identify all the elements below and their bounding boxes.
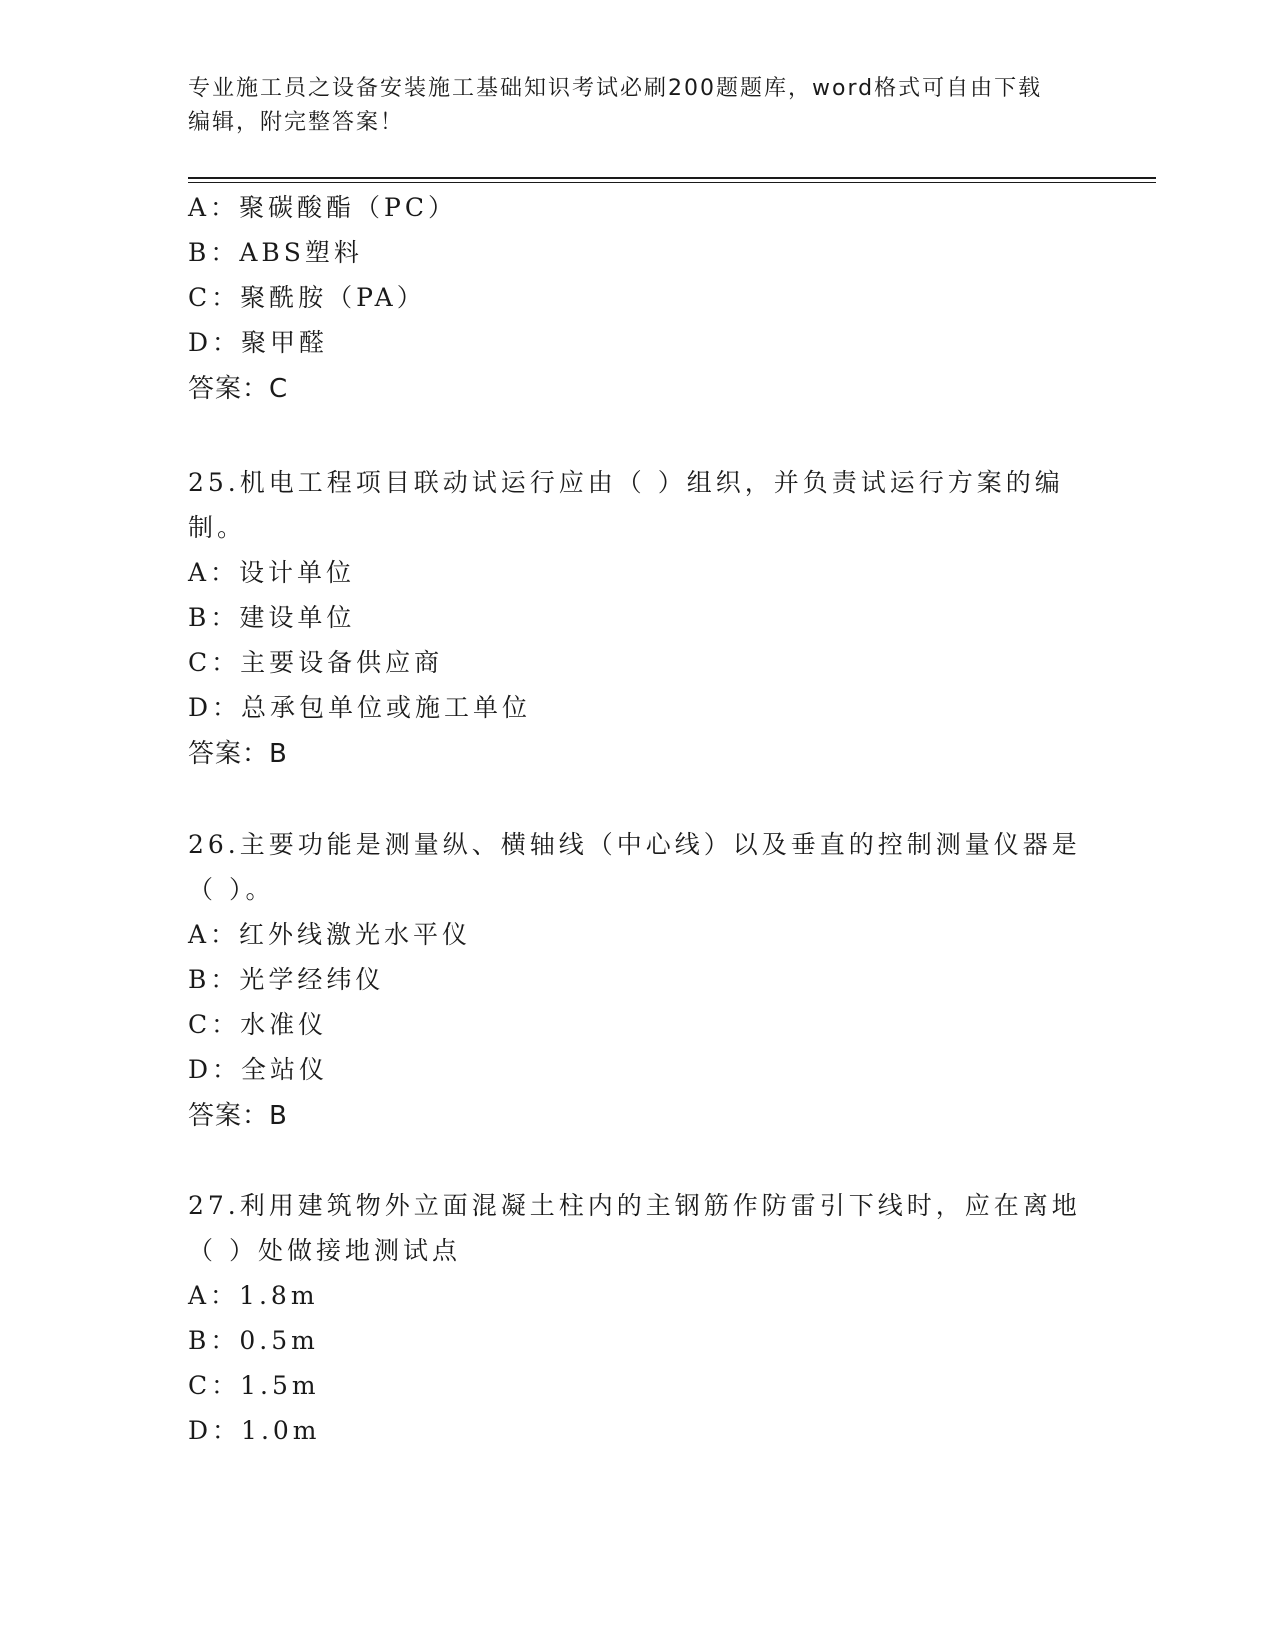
- q27-stem-line-1: 27.利用建筑物外立面混凝土柱内的主钢筋作防雷引下线时，应在离地: [188, 1191, 1081, 1220]
- prev-option-c: C：聚酰胺（PA）: [188, 283, 426, 312]
- q26-option-a: A：红外线激光水平仪: [188, 920, 472, 949]
- q27-option-d: D：1.0m: [188, 1416, 321, 1445]
- q26-option-b: B：光学经纬仪: [188, 965, 385, 994]
- q26-option-c: C：水准仪: [188, 1010, 328, 1039]
- q25-answer: 答案：B: [188, 739, 288, 769]
- q25-option-a: A：设计单位: [188, 558, 356, 587]
- header-rule-thin: [188, 182, 1156, 183]
- q25-option-c: C：主要设备供应商: [188, 648, 444, 677]
- q25-option-d: D：总承包单位或施工单位: [188, 693, 532, 722]
- prev-answer: 答案：C: [188, 374, 289, 404]
- document-header: [188, 72, 1088, 140]
- q26-stem-line-2: （ ）。: [188, 875, 275, 904]
- q25-option-b: B：建设单位: [188, 603, 356, 632]
- prev-option-d: D：聚甲醛: [188, 328, 329, 357]
- q26-answer: 答案：B: [188, 1101, 288, 1131]
- q25-stem-line-1: 25.机电工程项目联动试运行应由（ ）组织，并负责试运行方案的编: [188, 468, 1064, 497]
- q27-option-a: A：1.8m: [188, 1281, 319, 1310]
- q27-option-c: C：1.5m: [188, 1371, 320, 1400]
- prev-option-b: B：ABS塑料: [188, 238, 363, 267]
- header-rule-thick: [188, 177, 1156, 179]
- prev-option-a: A：聚碳酸酯（PC）: [188, 193, 458, 222]
- header-line-1: 专业施工员之设备安装施工基础知识考试必刷200题题库，word格式可自由下载: [188, 76, 1043, 101]
- header-line-2: 编辑，附完整答案！: [188, 110, 405, 135]
- q25-stem-line-2: 制。: [188, 513, 247, 542]
- q26-option-d: D：全站仪: [188, 1055, 329, 1084]
- q27-option-b: B：0.5m: [188, 1326, 319, 1355]
- q27-stem-line-2: （ ）处做接地测试点: [188, 1236, 461, 1265]
- q26-stem-line-1: 26.主要功能是测量纵、横轴线（中心线）以及垂直的控制测量仪器是: [188, 830, 1081, 859]
